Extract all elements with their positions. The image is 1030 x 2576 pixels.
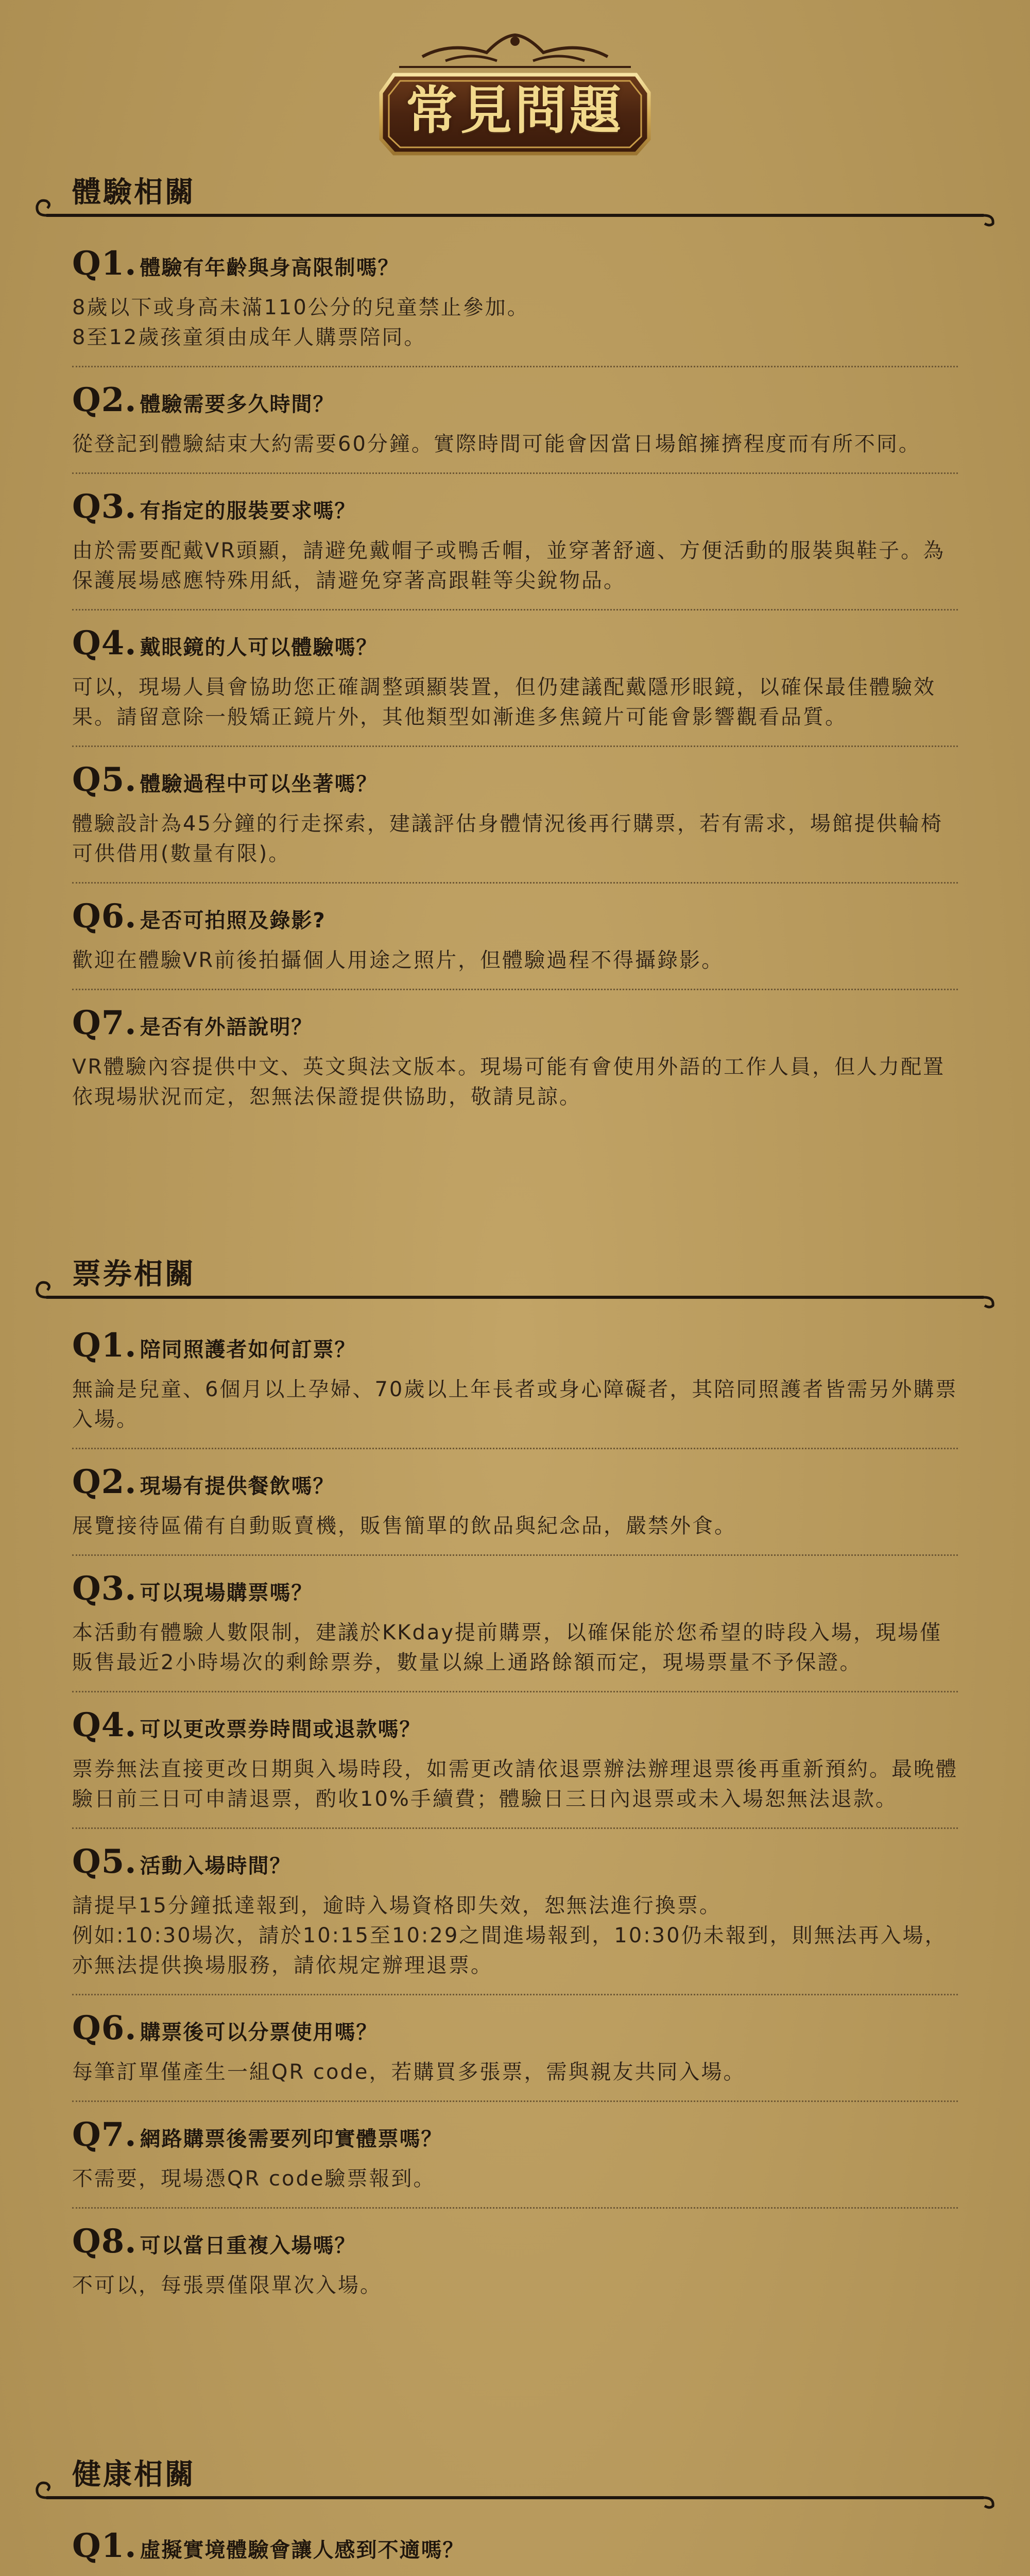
answer-paragraph: 歡迎在體驗VR前後拍攝個人用途之照片，但體驗過程不得攝錄影。 xyxy=(72,948,724,972)
faq-list xyxy=(72,244,958,1125)
answer-paragraph: 例如:10:30場次，請於10:15至10:29之間進場報到，10:30仍未報到，則無法再入場，亦無法提供換場服務，請依規定辦理退票。 xyxy=(72,1924,947,1977)
answer-paragraph: 從登記到體驗結束大約需要60分鐘。實際時間可能會因當日場館擁擠程度而有所不同。 xyxy=(72,432,921,456)
question-number: Q6. xyxy=(72,897,137,936)
faq-answer xyxy=(72,429,958,459)
faq-question xyxy=(72,1326,958,1369)
page-title: 常見問題 xyxy=(406,80,624,141)
question-number: Q2. xyxy=(72,381,137,419)
faq-item xyxy=(72,2115,958,2209)
answer-paragraph: 體驗設計為45分鐘的行走探索，建議評估身體情況後再行購票，若有需求，場館提供輪椅可供借用(數量有限)。 xyxy=(72,812,943,866)
faq-answer xyxy=(72,293,958,352)
answer-paragraph: 不可以，每張票僅限單次入場。 xyxy=(72,2274,382,2297)
question-number: Q6. xyxy=(72,2009,137,2047)
faq-item xyxy=(72,487,958,611)
answer-paragraph: 8歲以下或身高未滿110公分的兒童禁止參加。 xyxy=(72,296,529,319)
question-number: Q4. xyxy=(72,624,137,663)
faq-question xyxy=(72,1004,958,1047)
question-number: Q3. xyxy=(72,1569,137,1608)
faq-answer xyxy=(72,2057,958,2087)
faq-item xyxy=(72,381,958,474)
question-text: 現場有提供餐飲嗎？ xyxy=(140,1475,335,1498)
question-text: 可以現場購票嗎？ xyxy=(140,1581,313,1605)
faq-item xyxy=(72,1326,958,1449)
faq-item xyxy=(72,1569,958,1692)
faq-question xyxy=(72,1706,958,1749)
faq-item xyxy=(72,1706,958,1829)
faq-question xyxy=(72,381,958,424)
faq-question xyxy=(72,897,958,940)
answer-paragraph: 8至12歲孩童須由成年人購票陪同。 xyxy=(72,326,426,349)
question-text: 虛擬實境體驗會讓人感到不適嗎？ xyxy=(140,2538,465,2562)
question-text: 有指定的服裝要求嗎？ xyxy=(140,499,356,523)
faq-item xyxy=(72,1463,958,1556)
faq-list xyxy=(72,1326,958,2314)
faq-item xyxy=(72,760,958,884)
question-text: 體驗有年齡與身高限制嗎？ xyxy=(140,256,400,280)
faq-answer xyxy=(72,2270,958,2300)
question-number: Q7. xyxy=(72,2115,137,2154)
faq-list xyxy=(72,2527,958,2576)
title-banner xyxy=(368,21,662,160)
faq-item xyxy=(72,1842,958,1995)
faq-answer xyxy=(72,536,958,596)
question-text: 體驗過程中可以坐著嗎？ xyxy=(140,772,378,796)
section-header xyxy=(0,170,1030,227)
faq-answer xyxy=(72,1511,958,1541)
answer-paragraph: 展覽接待區備有自動販賣機，販售簡單的飲品與紀念品，嚴禁外食。 xyxy=(72,1514,736,1538)
section-experience xyxy=(0,170,1030,1139)
question-number: Q3. xyxy=(72,487,137,526)
question-text: 網路購票後需要列印實體票嗎？ xyxy=(140,2127,443,2151)
question-text: 活動入場時間？ xyxy=(140,1854,291,1878)
faq-answer xyxy=(72,672,958,732)
faq-answer xyxy=(72,809,958,869)
faq-question xyxy=(72,624,958,667)
question-number: Q7. xyxy=(72,1004,137,1042)
section-tickets xyxy=(0,1252,1030,2327)
faq-item xyxy=(72,1004,958,1125)
question-number: Q5. xyxy=(72,760,137,799)
faq-answer xyxy=(72,1052,958,1112)
question-text: 戴眼鏡的人可以體驗嗎？ xyxy=(140,636,378,659)
section-header xyxy=(0,2452,1030,2509)
question-text: 可以更改票券時間或退款嗎？ xyxy=(140,1718,421,1741)
answer-paragraph: 請提早15分鐘抵達報到，逾時入場資格即失效，恕無法進行換票。 xyxy=(72,1894,722,1918)
faq-question xyxy=(72,2009,958,2052)
section-health xyxy=(0,2452,1030,2576)
faq-question xyxy=(72,1463,958,1506)
question-text: 體驗需要多久時間？ xyxy=(140,393,335,416)
faq-answer xyxy=(72,945,958,975)
question-number: Q1. xyxy=(72,244,137,283)
faq-answer xyxy=(72,1618,958,1677)
answer-paragraph: 每筆訂單僅產生一組QR code，若購買多張票，需與親友共同入場。 xyxy=(72,2060,746,2084)
faq-answer xyxy=(72,2164,958,2194)
section-title: 健康相關 xyxy=(72,2458,196,2492)
answer-paragraph: 可以，現場人員會協助您正確調整頭顯裝置，但仍建議配戴隱形眼鏡，以確保最佳體驗效果。請留意除一般矯正鏡片外，其他類型如漸進多焦鏡片可能會影響觀看品質。 xyxy=(72,675,936,729)
answer-paragraph: 無論是兒童、6個月以上孕婦、70歲以上年長者或身心障礙者，其陪同照護者皆需另外購票入場。 xyxy=(72,1378,958,1431)
faq-question xyxy=(72,487,958,531)
section-title: 票券相關 xyxy=(72,1258,196,1291)
question-number: Q1. xyxy=(72,1326,137,1365)
question-text: 購票後可以分票使用嗎？ xyxy=(140,2021,378,2044)
answer-paragraph: VR體驗內容提供中文、英文與法文版本。現場可能有會使用外語的工作人員，但人力配置依現場狀況而定，恕無法保證提供協助，敬請見諒。 xyxy=(72,1055,946,1109)
section-header xyxy=(0,1252,1030,1309)
answer-paragraph: 由於需要配戴VR頭顯，請避免戴帽子或鴨舌帽，並穿著舒適、方便活動的服裝與鞋子。為保護展場感應特殊用紙，請避免穿著高跟鞋等尖銳物品。 xyxy=(72,539,946,592)
answer-paragraph: 票券無法直接更改日期與入場時段，如需更改請依退票辦法辦理退票後再重新預約。最晚體驗日前三日可申請退票，酌收10%手續費；體驗日三日內退票或未入場恕無法退款。 xyxy=(72,1757,958,1811)
question-text: 陪同照護者如何訂票？ xyxy=(140,1338,356,1362)
answer-paragraph: 本活動有體驗人數限制，建議於KKday提前購票，以確保能於您希望的時段入場，現場僅販售最近2小時場次的剩餘票券，數量以線上通路餘額而定，現場票量不予保證。 xyxy=(72,1621,942,1674)
question-text: 是否可拍照及錄影? xyxy=(140,909,326,933)
question-number: Q4. xyxy=(72,1706,137,1744)
faq-question xyxy=(72,2527,958,2570)
section-title: 體驗相關 xyxy=(72,176,196,209)
faq-item xyxy=(72,897,958,990)
faq-item xyxy=(72,2009,958,2102)
faq-question xyxy=(72,760,958,804)
faq-item xyxy=(72,2527,958,2576)
faq-question xyxy=(72,1569,958,1613)
faq-question xyxy=(72,244,958,287)
faq-answer xyxy=(72,1754,958,1814)
question-number: Q2. xyxy=(72,1463,137,1501)
faq-item xyxy=(72,2222,958,2314)
faq-item xyxy=(72,244,958,367)
faq-question xyxy=(72,2222,958,2265)
faq-question xyxy=(72,1842,958,1886)
answer-paragraph: 不需要，現場憑QR code驗票報到。 xyxy=(72,2167,436,2191)
faq-answer xyxy=(72,1891,958,1980)
faq-answer xyxy=(72,1375,958,1434)
question-text: 是否有外語說明？ xyxy=(140,1015,313,1039)
faq-question xyxy=(72,2115,958,2159)
faq-item xyxy=(72,624,958,747)
question-number: Q5. xyxy=(72,1842,137,1881)
question-number: Q8. xyxy=(72,2222,137,2261)
question-number: Q1. xyxy=(72,2527,137,2565)
question-text: 可以當日重複入場嗎？ xyxy=(140,2234,356,2258)
